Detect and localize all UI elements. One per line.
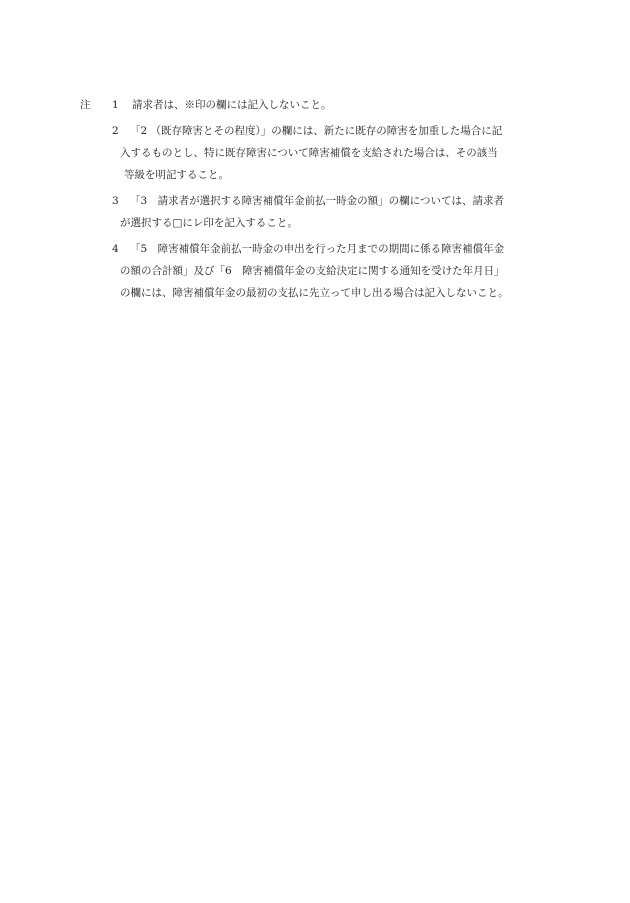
note-item-1 xyxy=(80,94,600,116)
note-number: 3 xyxy=(112,195,119,207)
note-number: 4 xyxy=(112,243,119,255)
notes-section xyxy=(80,94,600,304)
note-text-line: 「2 （既存障害とその程度）」の欄には、新たに既存の障害を加重した場合に記 xyxy=(130,125,503,137)
note-number: 2 xyxy=(112,125,119,137)
note-item-3 xyxy=(80,190,600,234)
note-number: 1 xyxy=(112,99,119,111)
note-item-2 xyxy=(80,120,600,186)
note-text-line: 請求者は、※印の欄には記入しないこと。 xyxy=(132,99,332,111)
notes-heading: 注 xyxy=(80,99,91,111)
note-text-line: 「5 障害補償年金前払一時金の申出を行った月までの期間に係る障害補償年金 xyxy=(130,243,505,255)
note-text-line: の欄には、障害補償年金の最初の支払に先立って申し出る場合は記入しないこと。 xyxy=(120,287,509,299)
note-item-4 xyxy=(80,238,600,304)
note-text-line: 等級を明記すること。 xyxy=(124,169,229,181)
note-text-line: が選択する□にレ印を記入すること。 xyxy=(120,217,298,229)
note-text-line: の額の合計額」及び「6 障害補償年金の支給決定に関する通知を受けた年月日」 xyxy=(120,265,505,277)
note-text-line: 入するものとし、特に既存障害について障害補償を支給された場合は、その該当 xyxy=(120,147,498,159)
note-text-line: 「3 請求者が選択する障害補償年金前払一時金の額」の欄については、請求者 xyxy=(130,195,504,207)
